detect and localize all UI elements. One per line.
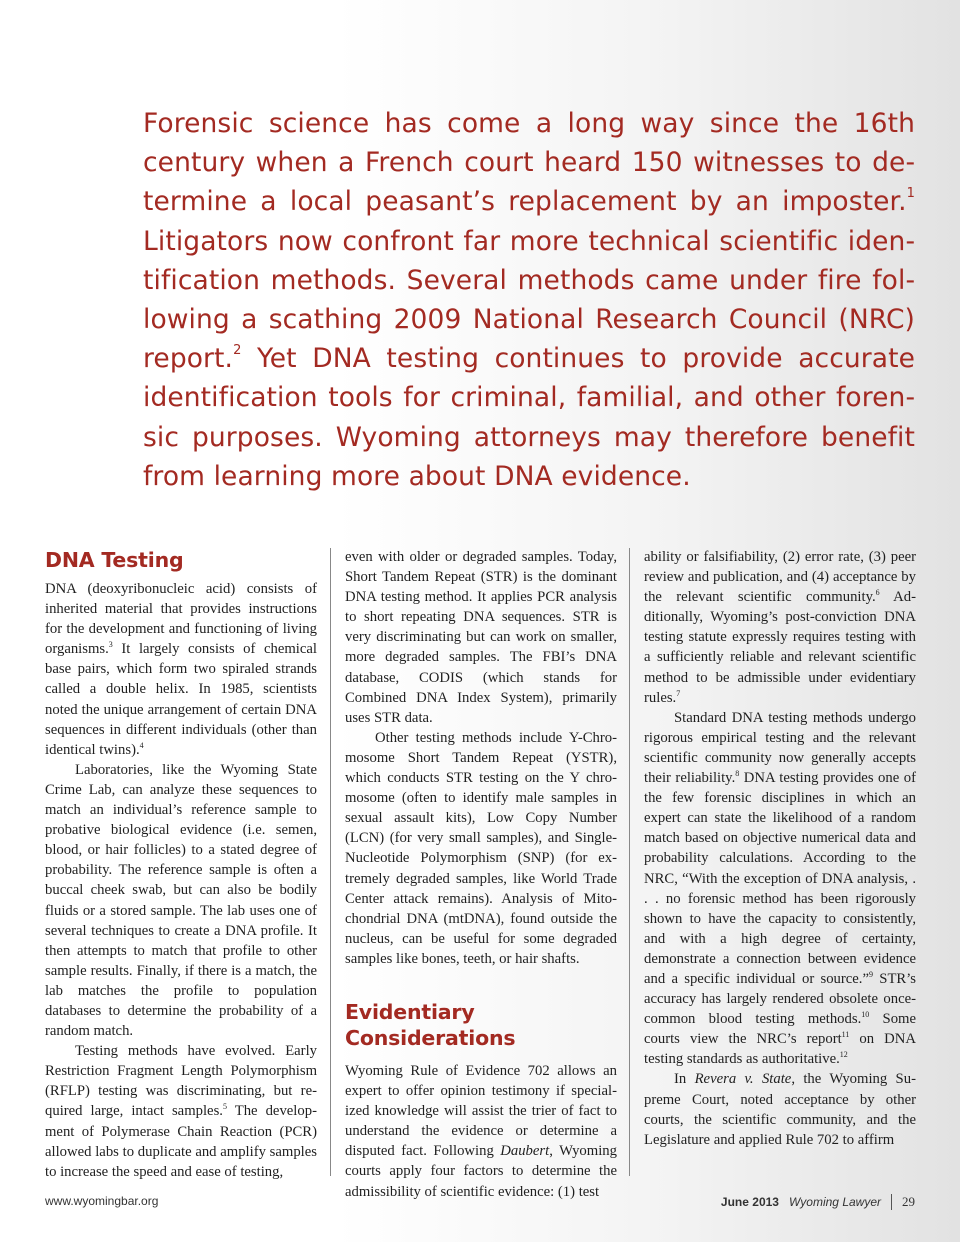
dna-p1-text-a: DNA (deoxyribonucleic acid) consists of inherited material that provides instructions for the development and functioning of living organisms. [45,581,317,658]
evid-p1-text-c: Additionally, Wyoming’s post-conviction DNA testing statute expressly requires testing with a sufficiently reliable and relevant scientific method to be admissible under evidentiary rules. [644,589,916,706]
case-name-revera: Revera v. State [694,1071,792,1088]
evid-p3-text-b: , the Wyoming Supreme Court, noted acceptance by other courts, the scientific community, and the Legislature and applied Rule 702 to affirm [644,1071,916,1148]
evid-p2-text-e: on DNA testing standards as authoritative. [644,1031,916,1068]
dna-paragraph-2: Laboratories, like the Wyoming State Crime Lab, can analyze these sequences to match an individual’s reference sample to probative biological evidence (i.e. semen, blood, or hair follicles) to a stated degree of probability. The reference sample is often a buccal cheek swab, but can also be bodily fluids or a stored sample. The lab uses one of several techniques to create a DNA profile. It then attempts to match that profile to other sample results. Finally, if there is a match, the lab matches the profile to population databases to determine the probability of a random match. [45,761,317,1040]
footnote-ref-12[interactable]: 12 [839,1050,848,1060]
evid-p2-text-b: DNA testing provides one of the few forensic disciplines in which an expert can state the likelihood of a random match based on objective numerical data and probability calculations. According to the NRC, “With the exception of DNA analysis, . . . no forensic method has been rigorously shown to have the capacity to consistently, and with a high degree of certainty, demonstrate a connection between evidence and a specific individual or source.” [644,770,916,987]
evid-p1-col2-part: , Wyoming courts apply four factors to determine the admissibility of scientific evidence: (1) test [345,1143,617,1200]
intro-text-2: Litigators now confront far more technical scientific identification methods. Several methods came under fire following a scathing 2009 National Research Council (NRC) report. [143,225,915,375]
footnote-ref-2[interactable]: 2 [233,343,242,359]
heading-dna-testing: DNA Testing [45,548,184,572]
intro-pullquote [143,104,915,496]
evid-p1-col3-part: ability or falsifiability, (2) error rate, (3) peer review and publication, and (4) acceptance by the relevant scientific community. [644,549,916,606]
evidentiary-paragraph-1-cont [644,547,916,708]
evid-p2-text-d: Some courts view the NRC’s report [644,1011,916,1048]
page-number: 29 [902,1194,915,1209]
footer-publication-info [721,1194,915,1210]
evidentiary-paragraph-2 [644,708,916,1070]
dna-paragraph-4: Other testing methods include Y-Chromosome Short Tandem Repeat (YSTR), which conducts STR testing on the Y chromosome (often to identify male samples in sexual assault kits), Low Copy Number (LCN) (for very small samples), and Single-Nucleotide Polymorphism (SNP) (for extremely degraded samples, like World Trade Center attack remains). Analysis of Mitochondrial DNA (mtDNA), found outside the nucleus, can be useful for some degraded samples like bones, teeth, or hair shafts. [345,729,617,967]
dna-p3-text-a: Testing methods have evolved. Early Restriction Fragment Length Polymorphism (RFLP) testing was discriminating, but required large, intact samples. [45,1043,317,1120]
evidentiary-paragraph-1-start [345,1061,617,1202]
dna-paragraph-1 [45,579,317,760]
footnote-ref-9[interactable]: 9 [869,969,874,979]
evid-p3-text-a: In [674,1071,695,1088]
footnote-ref-4[interactable]: 4 [139,740,144,750]
footnote-ref-6[interactable]: 6 [875,588,880,598]
case-name-daubert: Daubert [500,1143,550,1160]
footnote-ref-3[interactable]: 3 [108,640,113,650]
column-3 [644,547,916,1150]
column-1 [45,547,317,1182]
column-divider-2 [629,548,630,1176]
evid-p2-text-a: Standard DNA testing methods undergo rigorous empirical testing and the relevant scientific community now generally accepts their reliability. [644,709,916,787]
footer-divider [891,1194,892,1210]
footnote-ref-10[interactable]: 10 [861,1010,870,1020]
evid-p2-text-c: STR’s accuracy has largely rendered obsolete once-common blood testing methods. [644,970,917,1028]
intro-text-1: Forensic science has come a long way since the 16th century when a French court heard 150 witnesses to determine a local peasant’s replacement by an imposter. [143,108,915,218]
footer-magazine-name: Wyoming Lawyer [788,1195,881,1209]
dna-paragraph-3-cont: even with older or degraded samples. Today, Short Tandem Repeat (STR) is the dominant DNA testing method. It applies PCR analysis to short repeating DNA sequences. STR is very discriminating but can work on smaller, more degraded samples. The FBI’s DNA database, CODIS (which stands for Combined DNA Index System), primarily uses STR data. [345,549,617,726]
intro-text-3: Yet DNA testing continues to provide accurate identification tools for criminal, familial, and other forensic purposes. Wyoming attorneys may therefore benefit from learning more about DNA evidence. [143,343,915,492]
dna-p1-text-b: It largely consists of chemical base pairs, which form two spiraled strands called a double helix. In 1985, scientists noted the unique arrangement of certain DNA sequences in different individuals (other than identical twins). [45,641,317,758]
footer-website-link[interactable]: www.wyomingbar.org [45,1194,159,1208]
footnote-ref-1[interactable]: 1 [906,186,915,202]
footnote-ref-5[interactable]: 5 [222,1102,227,1112]
column-2 [345,547,617,1202]
evidentiary-paragraph-3 [644,1069,916,1149]
evid-p1-text-a: Wyoming Rule of Evidence 702 allows an expert to offer opinion testimony if specialized knowledge will assist the trier of fact to understand the evidence or determine a disputed fact. Following [345,1062,617,1160]
footnote-ref-7[interactable]: 7 [676,688,681,698]
dna-paragraph-3-start [45,1041,317,1182]
footer-issue-date: June 2013 [720,1195,779,1209]
heading-evidentiary-considerations: Evidentiary Considerations [345,999,516,1050]
footnote-ref-8[interactable]: 8 [735,769,740,779]
column-divider-1 [330,548,331,1176]
footnote-ref-11[interactable]: 11 [841,1030,850,1040]
dna-p3-col1-part: The development of Polymerase Chain Reaction (PCR) allowed labs to duplicate and amplify samples to increase the speed and ease of testing, [45,1103,317,1180]
